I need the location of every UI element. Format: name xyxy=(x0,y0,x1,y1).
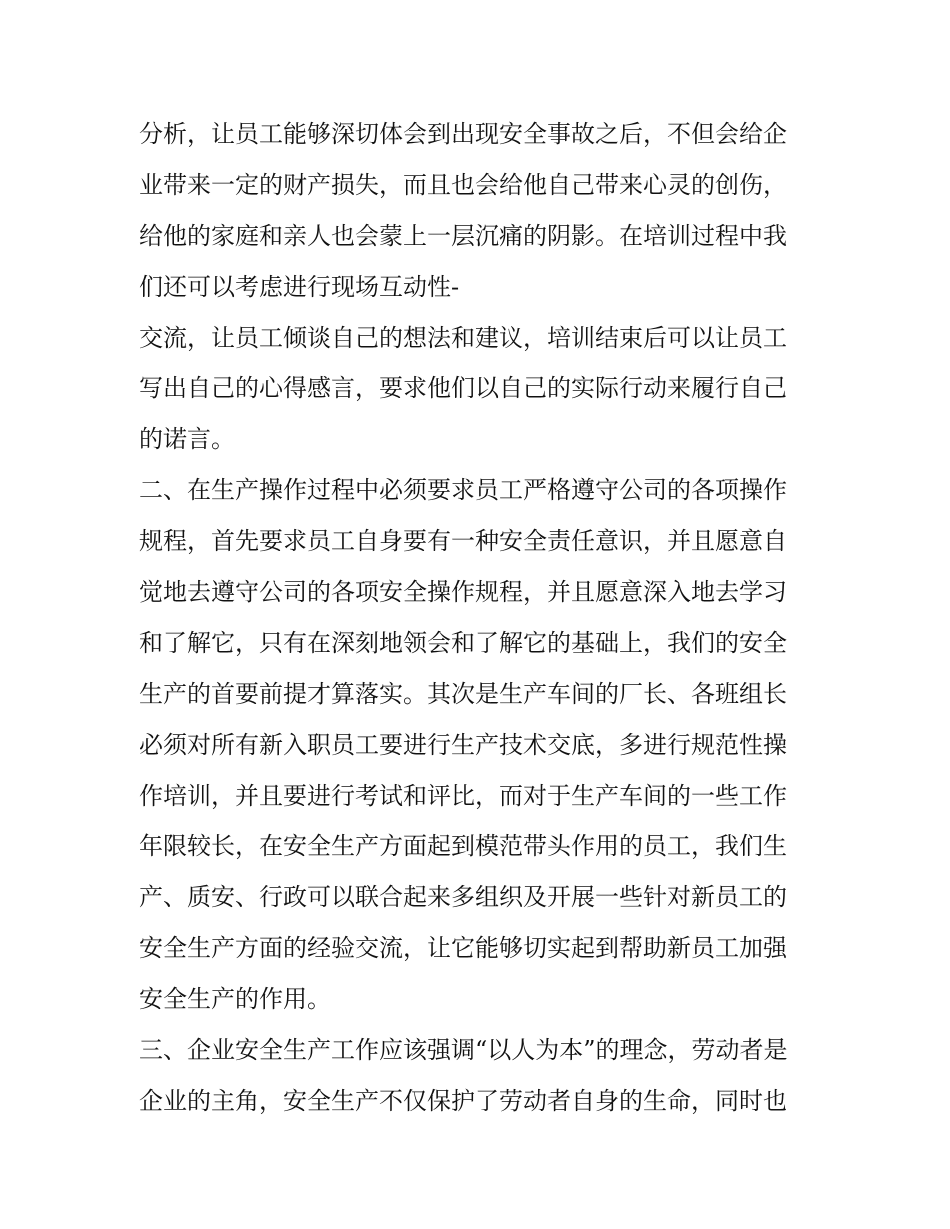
text-line: 作培训，并且要进行考试和评比，而对于生产车间的一些工作 xyxy=(139,781,787,810)
text-line: 二、在生产操作过程中必须要求员工严格遵守公司的各项操作 xyxy=(139,476,787,505)
text-line: 规程，首先要求员工自身要有一种安全责任意识，并且愿意自 xyxy=(139,527,787,556)
body-text xyxy=(139,109,819,1127)
text-line: 必须对所有新入职员工要进行生产技术交底，多进行规范性操 xyxy=(139,730,787,759)
text-line: 交流，让员工倾谈自己的想法和建议，培训结束后可以让员工 xyxy=(139,323,787,352)
text-line: 企业的主角，安全生产不仅保护了劳动者自身的生命，同时也 xyxy=(139,1086,787,1115)
text-line: 和了解它，只有在深刻地领会和了解它的基础上，我们的安全 xyxy=(139,628,787,657)
text-line: 安全生产方面的经验交流，让它能够切实起到帮助新员工加强 xyxy=(139,934,787,963)
text-line: 生产的首要前提才算落实。其次是生产车间的厂长、各班组长 xyxy=(139,679,787,708)
text-line: 年限较长，在安全生产方面起到模范带头作用的员工，我们生 xyxy=(139,832,787,861)
text-line: 给他的家庭和亲人也会蒙上一层沉痛的阴影。在培训过程中我 xyxy=(139,221,787,250)
text-line: 们还可以考虑进行现场互动性- xyxy=(139,272,460,301)
text-line: 的诺言。 xyxy=(139,425,235,454)
text-line: 业带来一定的财产损失，而且也会给他自己带来心灵的创伤， xyxy=(139,170,787,199)
text-line: 觉地去遵守公司的各项安全操作规程，并且愿意深入地去学习 xyxy=(139,578,787,607)
text-line: 分析，让员工能够深切体会到出现安全事故之后，不但会给企 xyxy=(139,120,787,148)
text-line: 安全生产的作用。 xyxy=(139,985,331,1014)
text-line: 写出自己的心得感言，要求他们以自己的实际行动来履行自己 xyxy=(139,374,787,403)
text-line: 三、企业安全生产工作应该强调“以人为本”的理念，劳动者是 xyxy=(139,1036,788,1065)
text-line: 产、质安、行政可以联合起来多组织及开展一些针对新员工的 xyxy=(139,883,787,912)
